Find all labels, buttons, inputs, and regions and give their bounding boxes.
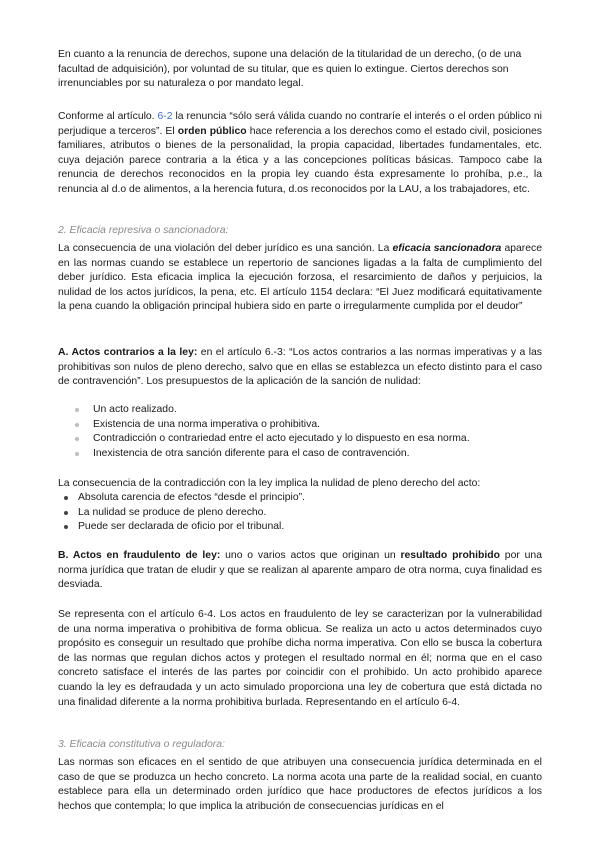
p2-text-a: Conforme al artículo. xyxy=(58,111,158,122)
actos-contrarios-title: A. Actos contrarios a la ley: xyxy=(58,347,198,358)
nulidad-presupuestos-list xyxy=(58,403,542,461)
paragraph-articulo-6-4: Se representa con el artículo 6-4. Los actos en fraudulento de ley se caracterizan por la vulnerabilidad de una norma imperativa o prohibitiva de forma oblicua. Se realiza un acto u actos determinados cuyo propósito es conseguir un resultado que prohíbe dicha norma imperativa. Con ello se busca la cobertura de las normas que regulan dichos actos y protegen el resultado normal en él; norma que en el caso concreto satisface el interés de las partes por coincidir con el prohibido. Un acto prohibido aparece cuando la ley es defraudada y un acto simulado proporciona una ley de cobertura que está dictada no una finalidad diferente a la norma prohibitiva burlada. Representando en el artículo 6-4. xyxy=(58,609,542,708)
paragraph-consecuencia-contradiccion: La consecuencia de la contradicción con la ley implica la nulidad de pleno derecho del acto: xyxy=(58,478,481,489)
list-item: Contradicción o contrariedad entre el acto ejecutado y lo dispuesto en esa norma. xyxy=(58,432,542,447)
eficacia-sancionadora-term: eficacia sancionadora xyxy=(392,243,502,254)
list-item: Existencia de una norma imperativa o prohibitiva. xyxy=(58,418,542,433)
section-heading-eficacia-constitutiva: 3. Eficacia constitutiva o reguladora: xyxy=(58,739,225,750)
article-link-6-2[interactable]: 6-2 xyxy=(157,111,173,122)
pB-text-a: uno o varios actos que originan un xyxy=(220,550,401,561)
list-item: Puede ser declarada de oficio por el tribunal. xyxy=(58,520,542,535)
section-heading-eficacia-represiva: 2. Eficacia represiva o sancionadora: xyxy=(58,225,229,236)
p2-text-c: hace referencia a los derechos como el estado civil, posiciones familiares, atributos o bienes de la personalidad, la propia capacidad, libertades fundamentales, etc. cuya dejación parece contraria a la ética y a las concepciones políticas básicas. Tampoco cabe la renuncia de derechos reconocidos en la propia ley cuando ésta expresamente lo prohíba, p.e., la renuncia al d.o de alimentos, a la herencia futura, d.os reconocidos por la LAU, a los trabajadores, etc. xyxy=(58,125,542,195)
p3-text-a: La consecuencia de una violación del deber jurídico es una sanción. La xyxy=(58,243,393,254)
actos-fraudulentos-title: B. Actos en fraudulento de ley: xyxy=(58,550,221,561)
p3-text-b: aparece en las normas cuando se establece un repertorio de sanciones ligadas a la falta de cumplimiento del deber jurídico. Esta eficacia implica la ejecución forzosa, el resarcimiento de daños y perjuicios, la nulidad de los actos jurídicos, la pena, etc. El artículo 1154 declara: “El Juez modificará equitativamente la pena cuando la obligación principal hubiera sido en parte o irregularmente cumplida por el deudor” xyxy=(58,243,543,313)
paragraph-eficacia-sancionadora xyxy=(58,242,542,315)
paragraph-renuncia-derechos: En cuanto a la renuncia de derechos, supone una delación de la titularidad de un derecho, (o de una facultad de adquisición), por voluntad de su titular, que es quien lo extingue. Ciertos derechos son irrenunciables por su naturaleza o por mandato legal. xyxy=(58,49,522,90)
list-item: Inexistencia de otra sanción diferente para el caso de contravención. xyxy=(58,447,542,462)
pB-text-b: por una norma jurídica que tratan de eludir y que se realizan al aparente amparo de otra norma, cuya finalidad es desviada. xyxy=(58,550,542,591)
paragraph-actos-contrarios xyxy=(58,346,542,390)
paragraph-articulo-6-2 xyxy=(58,110,542,198)
list-item: Absoluta carencia de efectos “desde el principio”. xyxy=(58,491,542,506)
list-item: La nulidad se produce de pleno derecho. xyxy=(58,506,542,521)
list-item: Un acto realizado. xyxy=(58,403,542,418)
paragraph-actos-fraudulentos xyxy=(58,549,542,593)
orden-publico-term: orden público xyxy=(177,125,247,137)
resultado-prohibido-term: resultado prohibido xyxy=(400,550,500,561)
pA-text: en el artículo 6.-3: “Los actos contrarios a las normas imperativas y a las prohibitivas son nulos de pleno derecho, salvo que en ellas se establezca un efecto distinto para el caso de contravención”. Los presupuestos de la aplicación de la sanción de nulidad: xyxy=(58,347,543,388)
paragraph-eficacia-constitutiva: Las normas son eficaces en el sentido de que atribuyen una consecuencia jurídica determinada en el caso de que se produzca un hecho concreto. La norma acota una parte de la realidad social, en cuanto establece para ella un determinado orden jurídico que hace productores de efectos jurídicos a los hechos que contempla; lo que implica la atribución de consecuencias jurídicas en el xyxy=(58,757,542,812)
nulidad-efectos-list xyxy=(58,491,542,535)
p2-text-b: la renuncia “sólo será válida cuando no contraríe el interés o el orden público ni perjudique a terceros”. El xyxy=(58,111,542,137)
